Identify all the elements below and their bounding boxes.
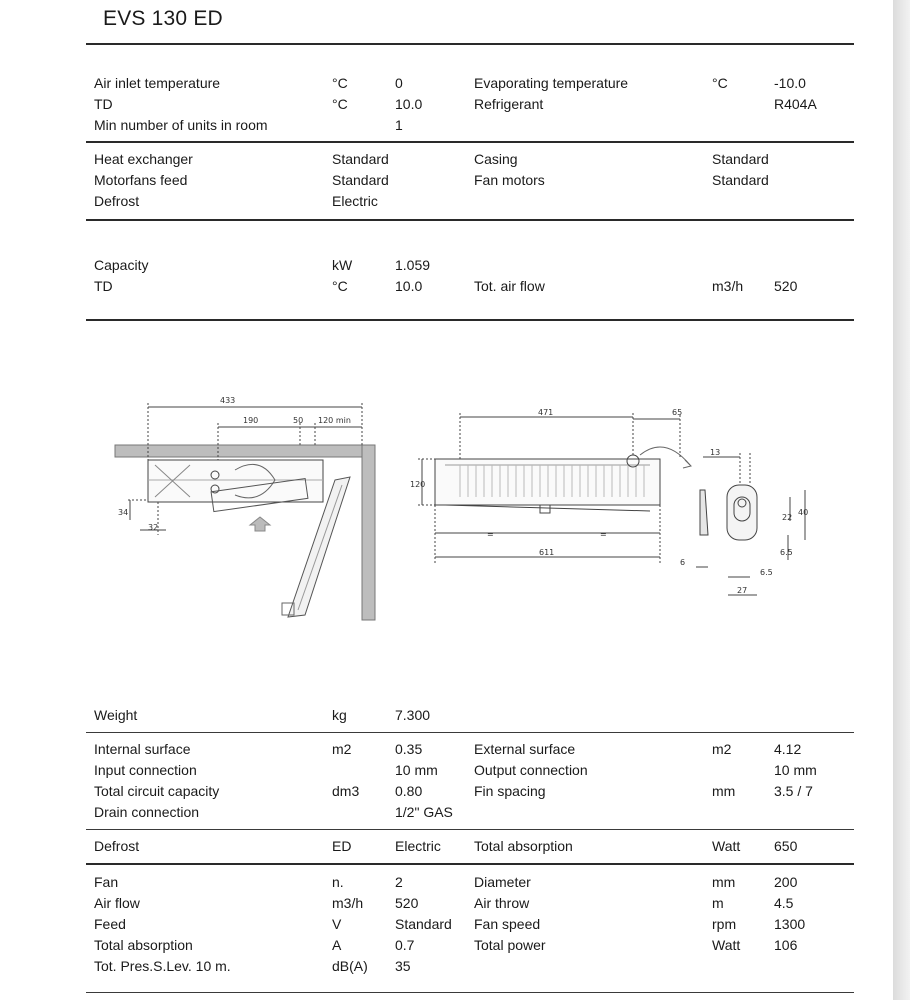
row-value: 0.7 bbox=[395, 937, 415, 953]
row-value-2: 106 bbox=[774, 937, 798, 953]
dim-label: 6.5 bbox=[760, 568, 773, 577]
row-value: 10.0 bbox=[395, 278, 423, 294]
dim-label: 120 min bbox=[318, 416, 351, 425]
table-row bbox=[0, 170, 893, 191]
table-row bbox=[0, 914, 893, 935]
dim-label: 190 bbox=[243, 416, 259, 425]
row-unit-2: °C bbox=[712, 75, 728, 91]
table-row bbox=[0, 739, 893, 760]
table-row bbox=[0, 115, 893, 136]
section-rule bbox=[86, 219, 854, 221]
table-row bbox=[0, 149, 893, 170]
table-row bbox=[0, 935, 893, 956]
row-value-2: -10.0 bbox=[774, 75, 806, 91]
row-unit-2: mm bbox=[712, 874, 736, 890]
dim-label: 120 bbox=[410, 480, 426, 489]
row-unit: °C bbox=[332, 96, 348, 112]
row-value: Standard bbox=[332, 151, 389, 167]
hanger-side bbox=[700, 490, 708, 535]
row-value-2: Standard bbox=[712, 172, 769, 188]
row-value: 0.80 bbox=[395, 783, 423, 799]
row-label: Fan bbox=[94, 874, 119, 890]
row-unit: kW bbox=[332, 257, 353, 273]
row-value-2: R404A bbox=[774, 96, 817, 112]
section-rule bbox=[86, 732, 854, 733]
row-value: 1 bbox=[395, 117, 403, 133]
row-value: Standard bbox=[332, 172, 389, 188]
row-unit-2: m bbox=[712, 895, 724, 911]
section-rule bbox=[86, 863, 854, 865]
row-unit-2: mm bbox=[712, 783, 736, 799]
row-unit: ED bbox=[332, 838, 352, 854]
row-label-2: External surface bbox=[474, 741, 576, 757]
dim-label: 32 bbox=[148, 523, 159, 532]
row-label: Feed bbox=[94, 916, 126, 932]
row-label-2: Total absorption bbox=[474, 838, 573, 854]
table-row bbox=[0, 276, 893, 297]
row-unit: dB(A) bbox=[332, 958, 368, 974]
row-label: Weight bbox=[94, 707, 138, 723]
table-row bbox=[0, 191, 893, 212]
dim-label: 433 bbox=[220, 396, 236, 405]
row-value: 10.0 bbox=[395, 96, 423, 112]
row-label: Air flow bbox=[94, 895, 140, 911]
row-label: Heat exchanger bbox=[94, 151, 193, 167]
hanger-front bbox=[727, 485, 757, 540]
ceiling-section bbox=[115, 445, 375, 457]
wall-section bbox=[362, 445, 375, 620]
dim-label: 611 bbox=[539, 548, 555, 557]
row-label: Defrost bbox=[94, 838, 140, 854]
row-label: TD bbox=[94, 96, 113, 112]
row-unit-2: m3/h bbox=[712, 278, 744, 294]
section-rule bbox=[86, 829, 854, 830]
row-value-2: 4.12 bbox=[774, 741, 802, 757]
row-label-2: Air throw bbox=[474, 895, 530, 911]
row-label: Min number of units in room bbox=[94, 117, 268, 133]
row-value: 520 bbox=[395, 895, 419, 911]
row-label: TD bbox=[94, 278, 113, 294]
table-row bbox=[0, 760, 893, 781]
row-value-2: 650 bbox=[774, 838, 798, 854]
row-value: Electric bbox=[395, 838, 441, 854]
weight-row bbox=[0, 705, 893, 726]
section-rule bbox=[86, 319, 854, 321]
dim-label: = bbox=[487, 530, 494, 539]
row-label-2: Refrigerant bbox=[474, 96, 544, 112]
section-rule bbox=[86, 992, 854, 993]
defrost-row bbox=[0, 836, 893, 857]
table-row bbox=[0, 802, 893, 823]
row-label-2: Fan speed bbox=[474, 916, 541, 932]
table-row bbox=[0, 255, 893, 276]
table-row bbox=[0, 893, 893, 914]
row-value: 0 bbox=[395, 75, 403, 91]
row-unit: m3/h bbox=[332, 895, 364, 911]
row-value: 1/2" GAS bbox=[395, 804, 453, 820]
row-value: 2 bbox=[395, 874, 403, 890]
row-label-2: Fin spacing bbox=[474, 783, 546, 799]
row-label-2: Total power bbox=[474, 937, 546, 953]
row-unit-2: Watt bbox=[712, 838, 741, 854]
dim-label: 6.5 bbox=[780, 548, 793, 557]
row-label-2: Tot. air flow bbox=[474, 278, 545, 294]
technical-drawing bbox=[100, 385, 820, 645]
row-unit-2: Watt bbox=[712, 937, 741, 953]
product-title: EVS 130 ED bbox=[103, 7, 223, 30]
dim-label: 471 bbox=[538, 408, 554, 417]
row-label-2: Casing bbox=[474, 151, 518, 167]
dim-label: 34 bbox=[118, 508, 129, 517]
row-unit: dm3 bbox=[332, 783, 360, 799]
row-unit: A bbox=[332, 937, 342, 953]
row-value: 35 bbox=[395, 958, 411, 974]
table-row bbox=[0, 872, 893, 893]
section-rule bbox=[86, 141, 854, 143]
row-label: Defrost bbox=[94, 193, 140, 209]
row-unit-2: rpm bbox=[712, 916, 737, 932]
row-label-2: Diameter bbox=[474, 874, 531, 890]
dim-label: 65 bbox=[672, 408, 683, 417]
dim-label: 13 bbox=[710, 448, 721, 457]
row-value: 7.300 bbox=[395, 707, 431, 723]
row-unit-2: m2 bbox=[712, 741, 732, 757]
row-value: Standard bbox=[395, 916, 452, 932]
row-value-2: 520 bbox=[774, 278, 798, 294]
row-unit: V bbox=[332, 916, 342, 932]
row-label: Drain connection bbox=[94, 804, 200, 820]
row-value-2: 200 bbox=[774, 874, 798, 890]
dim-label: 27 bbox=[737, 586, 748, 595]
row-unit: m2 bbox=[332, 741, 352, 757]
row-label-2: Evaporating temperature bbox=[474, 75, 629, 91]
row-label: Input connection bbox=[94, 762, 197, 778]
dim-label: 22 bbox=[782, 513, 793, 522]
row-unit: n. bbox=[332, 874, 344, 890]
dimension-drawing bbox=[100, 385, 820, 645]
page-edge bbox=[893, 0, 910, 1000]
table-row bbox=[0, 94, 893, 115]
row-label: Total absorption bbox=[94, 937, 193, 953]
dim-label: = bbox=[600, 530, 607, 539]
row-label: Air inlet temperature bbox=[94, 75, 221, 91]
row-label: Total circuit capacity bbox=[94, 783, 220, 799]
dim-label: 6 bbox=[680, 558, 686, 567]
row-value: 1.059 bbox=[395, 257, 431, 273]
table-row bbox=[0, 73, 893, 94]
row-value-2: Standard bbox=[712, 151, 769, 167]
table-row bbox=[0, 781, 893, 802]
row-label-2: Fan motors bbox=[474, 172, 545, 188]
row-value-2: 1300 bbox=[774, 916, 806, 932]
row-label: Capacity bbox=[94, 257, 149, 273]
row-label: Motorfans feed bbox=[94, 172, 188, 188]
row-value-2: 4.5 bbox=[774, 895, 794, 911]
row-value: 0.35 bbox=[395, 741, 423, 757]
row-unit: °C bbox=[332, 278, 348, 294]
row-label: Internal surface bbox=[94, 741, 191, 757]
row-value-2: 3.5 / 7 bbox=[774, 783, 813, 799]
dim-label: 50 bbox=[293, 416, 304, 425]
row-unit: °C bbox=[332, 75, 348, 91]
row-value: 10 mm bbox=[395, 762, 438, 778]
row-unit: kg bbox=[332, 707, 347, 723]
row-value-2: 10 mm bbox=[774, 762, 817, 778]
title-rule bbox=[86, 43, 854, 45]
row-label-2: Output connection bbox=[474, 762, 588, 778]
table-row bbox=[0, 956, 893, 977]
dim-label: 40 bbox=[798, 508, 809, 517]
row-label: Tot. Pres.S.Lev. 10 m. bbox=[94, 958, 231, 974]
row-value: Electric bbox=[332, 193, 378, 209]
